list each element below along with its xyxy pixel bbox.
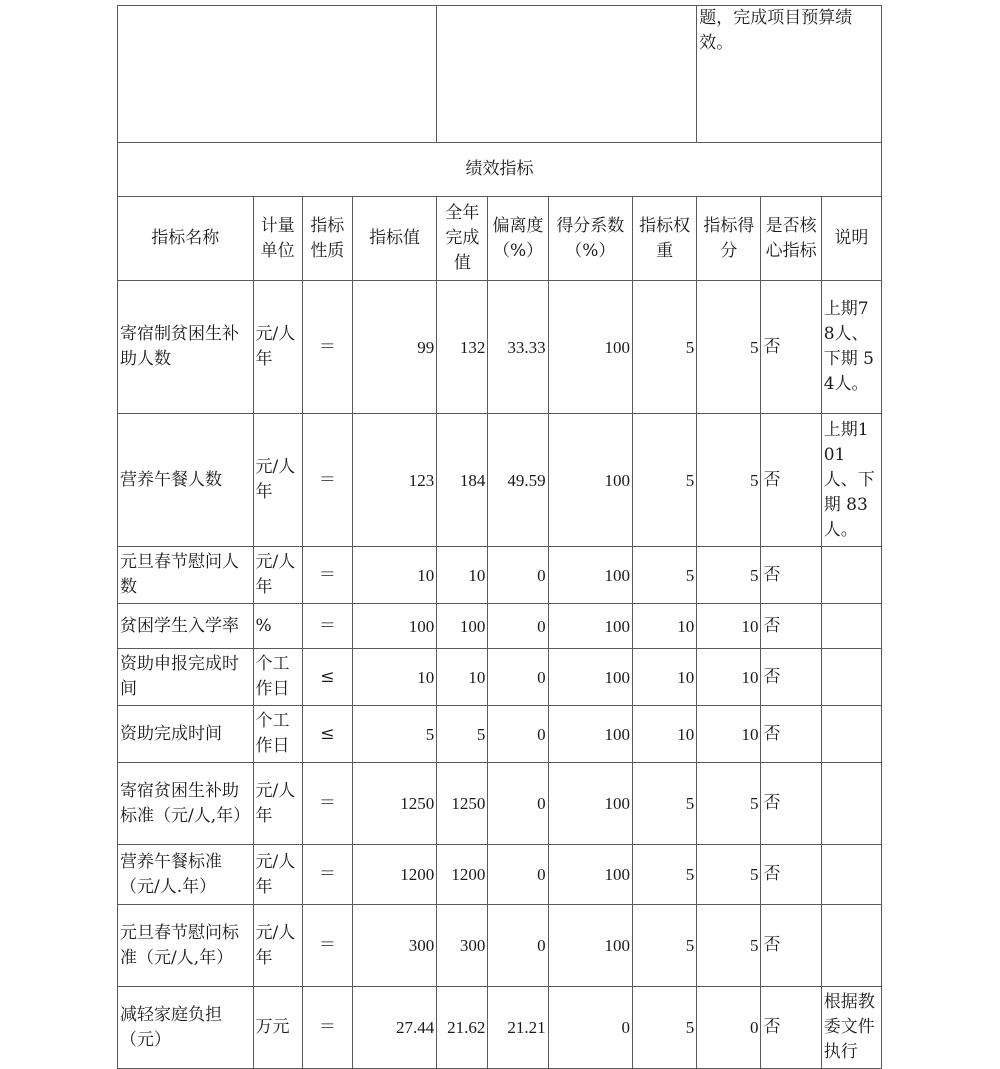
table-row — [118, 763, 882, 845]
cell-score: 5 — [697, 845, 761, 905]
cell-nature: ＝ — [302, 547, 352, 604]
cell-value: 300 — [352, 905, 436, 987]
cell-core: 否 — [761, 905, 821, 987]
table-row — [118, 706, 882, 763]
cell-note — [821, 905, 881, 987]
cell-note — [821, 547, 881, 604]
cell-actual: 132 — [437, 281, 488, 414]
cell-deviation: 21.21 — [488, 987, 548, 1069]
cell-deviation: 0 — [488, 706, 548, 763]
cell-unit: 个工作日 — [253, 649, 302, 706]
cell-core: 否 — [761, 414, 821, 547]
header-actual: 全年完成值 — [437, 197, 488, 281]
table-row — [118, 987, 882, 1069]
cell-coef: 100 — [548, 905, 632, 987]
cell-actual: 300 — [437, 905, 488, 987]
cell-weight: 5 — [632, 414, 696, 547]
performance-table — [117, 5, 882, 1069]
cell-unit: 元/人年 — [253, 845, 302, 905]
cell-core: 否 — [761, 987, 821, 1069]
cell-actual: 21.62 — [437, 987, 488, 1069]
cell-unit: 元/人年 — [253, 281, 302, 414]
cell-core: 否 — [761, 604, 821, 649]
cell-note: 上期78人、下期 54人。 — [821, 281, 881, 414]
cell-value: 99 — [352, 281, 436, 414]
cell-core: 否 — [761, 281, 821, 414]
cell-core: 否 — [761, 547, 821, 604]
cell-name: 元旦春节慰问人数 — [118, 547, 254, 604]
header-value: 指标值 — [352, 197, 436, 281]
cell-unit: 元/人年 — [253, 547, 302, 604]
cell-actual: 184 — [437, 414, 488, 547]
cell-note — [821, 763, 881, 845]
cell-note — [821, 649, 881, 706]
cell-nature: ＝ — [302, 281, 352, 414]
cell-value: 1250 — [352, 763, 436, 845]
cell-deviation: 0 — [488, 845, 548, 905]
table-row — [118, 905, 882, 987]
cell-nature: ＝ — [302, 604, 352, 649]
cell-deviation: 0 — [488, 905, 548, 987]
cell-value: 5 — [352, 706, 436, 763]
cell-note — [821, 845, 881, 905]
cell-actual: 10 — [437, 649, 488, 706]
cell-nature: ＝ — [302, 905, 352, 987]
cell-nature: ＝ — [302, 987, 352, 1069]
cell-name: 营养午餐人数 — [118, 414, 254, 547]
cell-actual: 1200 — [437, 845, 488, 905]
cell-unit: 元/人年 — [253, 905, 302, 987]
cell-weight: 10 — [632, 706, 696, 763]
cell-deviation: 33.33 — [488, 281, 548, 414]
cell-score: 10 — [697, 604, 761, 649]
top-cell-right: 题，完成项目预算绩效。 — [697, 6, 882, 143]
header-score: 指标得分 — [697, 197, 761, 281]
cell-score: 5 — [697, 547, 761, 604]
cell-unit: 元/人年 — [253, 414, 302, 547]
cell-score: 5 — [697, 281, 761, 414]
cell-nature: ＝ — [302, 763, 352, 845]
cell-nature: ≤ — [302, 706, 352, 763]
cell-name: 贫困学生入学率 — [118, 604, 254, 649]
cell-value: 100 — [352, 604, 436, 649]
top-cell-middle — [437, 6, 697, 143]
cell-unit: 元/人年 — [253, 763, 302, 845]
cell-weight: 5 — [632, 987, 696, 1069]
header-note: 说明 — [821, 197, 881, 281]
cell-deviation: 49.59 — [488, 414, 548, 547]
header-weight: 指标权重 — [632, 197, 696, 281]
header-deviation: 偏离度（%） — [488, 197, 548, 281]
cell-name: 寄宿制贫困生补助人数 — [118, 281, 254, 414]
cell-deviation: 0 — [488, 649, 548, 706]
header-row — [118, 197, 882, 281]
cell-value: 10 — [352, 547, 436, 604]
cell-actual: 100 — [437, 604, 488, 649]
table-row — [118, 845, 882, 905]
cell-deviation: 0 — [488, 547, 548, 604]
cell-deviation: 0 — [488, 604, 548, 649]
cell-score: 5 — [697, 905, 761, 987]
cell-value: 1200 — [352, 845, 436, 905]
top-row — [118, 6, 882, 143]
cell-coef: 100 — [548, 706, 632, 763]
cell-weight: 5 — [632, 763, 696, 845]
cell-weight: 5 — [632, 547, 696, 604]
cell-coef: 100 — [548, 604, 632, 649]
cell-weight: 10 — [632, 604, 696, 649]
cell-coef: 100 — [548, 547, 632, 604]
cell-nature: ≤ — [302, 649, 352, 706]
table-row — [118, 547, 882, 604]
cell-weight: 10 — [632, 649, 696, 706]
cell-coef: 100 — [548, 414, 632, 547]
cell-nature: ＝ — [302, 414, 352, 547]
cell-score: 10 — [697, 706, 761, 763]
cell-name: 寄宿贫困生补助标准（元/人,年） — [118, 763, 254, 845]
top-cell-left — [118, 6, 437, 143]
cell-actual: 5 — [437, 706, 488, 763]
cell-name: 营养午餐标准（元/人.年） — [118, 845, 254, 905]
cell-core: 否 — [761, 763, 821, 845]
cell-note: 上期101人、下期 83人。 — [821, 414, 881, 547]
cell-weight: 5 — [632, 905, 696, 987]
table-row — [118, 649, 882, 706]
cell-unit: 万元 — [253, 987, 302, 1069]
header-core: 是否核心指标 — [761, 197, 821, 281]
cell-core: 否 — [761, 845, 821, 905]
cell-value: 123 — [352, 414, 436, 547]
cell-actual: 10 — [437, 547, 488, 604]
cell-core: 否 — [761, 706, 821, 763]
header-nature: 指标性质 — [302, 197, 352, 281]
cell-weight: 5 — [632, 845, 696, 905]
cell-score: 5 — [697, 414, 761, 547]
table-row — [118, 414, 882, 547]
cell-coef: 0 — [548, 987, 632, 1069]
cell-core: 否 — [761, 649, 821, 706]
section-title: 绩效指标 — [118, 143, 882, 197]
cell-name: 元旦春节慰问标准（元/人,年） — [118, 905, 254, 987]
cell-name: 减轻家庭负担（元） — [118, 987, 254, 1069]
header-name: 指标名称 — [118, 197, 254, 281]
cell-coef: 100 — [548, 281, 632, 414]
cell-name: 资助申报完成时间 — [118, 649, 254, 706]
cell-actual: 1250 — [437, 763, 488, 845]
cell-coef: 100 — [548, 845, 632, 905]
cell-score: 10 — [697, 649, 761, 706]
cell-value: 10 — [352, 649, 436, 706]
cell-note: 根据教委文件执行 — [821, 987, 881, 1069]
table-row — [118, 604, 882, 649]
cell-note — [821, 706, 881, 763]
cell-note — [821, 604, 881, 649]
table-row — [118, 281, 882, 414]
cell-deviation: 0 — [488, 763, 548, 845]
cell-score: 0 — [697, 987, 761, 1069]
cell-nature: ＝ — [302, 845, 352, 905]
cell-weight: 5 — [632, 281, 696, 414]
section-title-row — [118, 143, 882, 197]
cell-value: 27.44 — [352, 987, 436, 1069]
cell-coef: 100 — [548, 649, 632, 706]
header-unit: 计量单位 — [253, 197, 302, 281]
cell-name: 资助完成时间 — [118, 706, 254, 763]
header-coef: 得分系数（%） — [548, 197, 632, 281]
cell-score: 5 — [697, 763, 761, 845]
cell-unit: % — [253, 604, 302, 649]
cell-coef: 100 — [548, 763, 632, 845]
cell-unit: 个工作日 — [253, 706, 302, 763]
